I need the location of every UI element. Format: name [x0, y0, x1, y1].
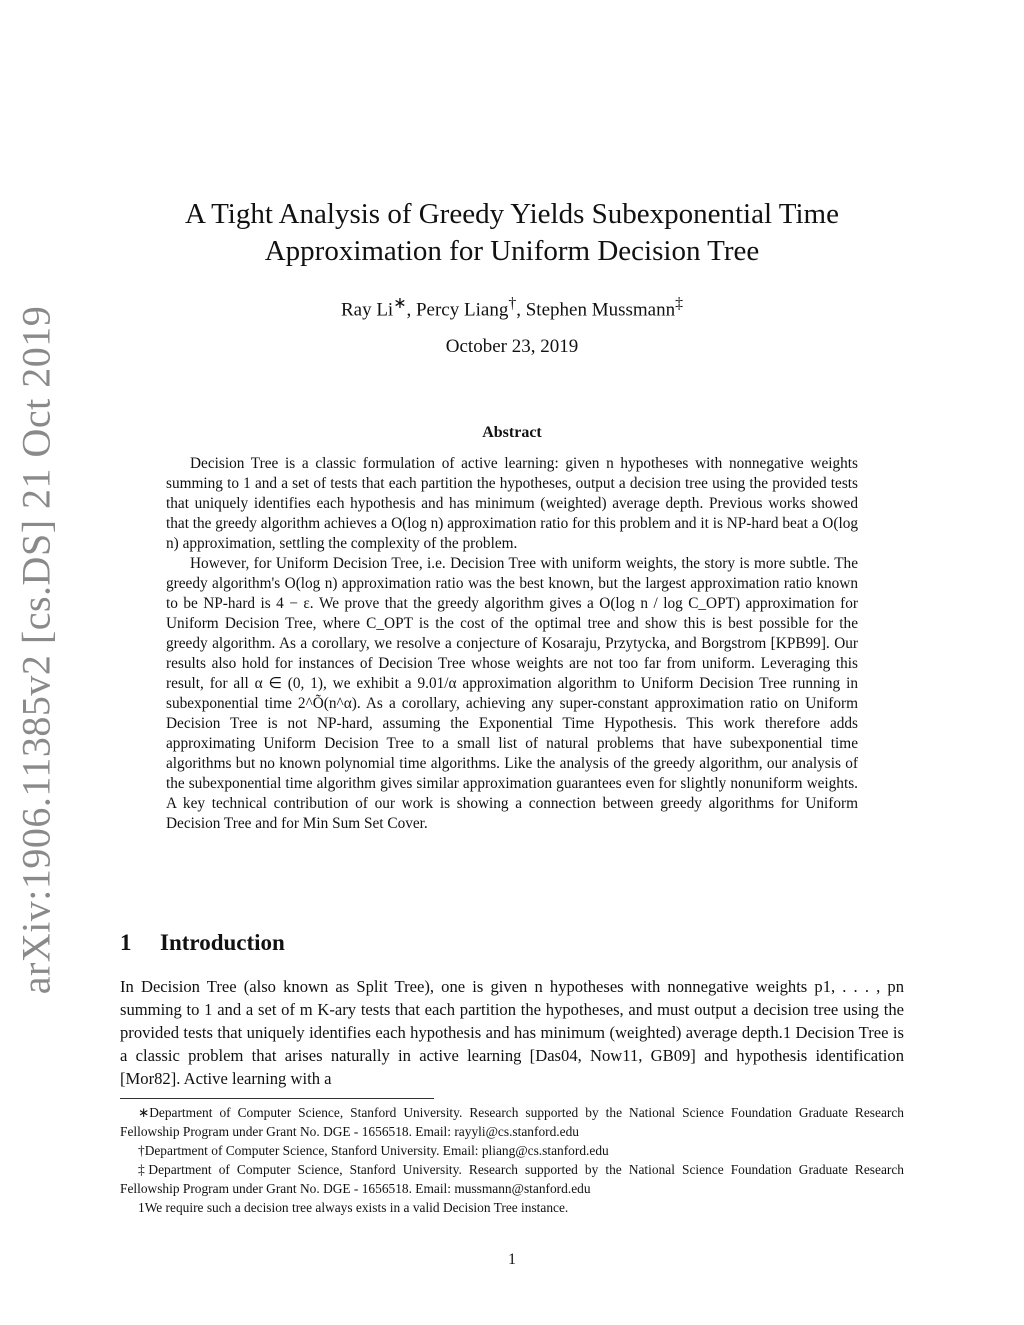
author-3: Stephen Mussmann [525, 299, 676, 321]
section-heading-introduction [120, 930, 285, 956]
publication-date: October 23, 2019 [445, 336, 579, 357]
abstract-body [166, 454, 858, 834]
author-2: Percy Liang [415, 299, 509, 321]
abstract-paragraph-1: Decision Tree is a classic formulation of active learning: given n hypotheses with nonnegative weights summing to 1 and a set of tests that each partition the hypotheses, output a decision tree using the provided tests that uniquely identifies each hypothesis and has minimum (weighted) average depth. Previous works showed that the greedy algorithm achieves a O(log n) approximation ratio for this problem and it is NP-hard beat a O(log n) approximation, settling the complexity of the problem. [166, 455, 858, 552]
paper-title [120, 196, 904, 270]
footnote-1: 1We require such a decision tree always exists in a valid Decision Tree instance. [138, 1200, 569, 1215]
author-1: Ray Li [340, 299, 394, 321]
footnotes [120, 1103, 904, 1217]
section-number: 1 [120, 930, 132, 955]
title-line-1: A Tight Analysis of Greedy Yields Subexponential Time [185, 198, 839, 230]
author-list: Ray Li∗, Percy Liang†, Stephen Mussmann‡ [340, 295, 684, 321]
page-number: 1 [508, 1251, 516, 1268]
footnote-author-1: ∗Department of Computer Science, Stanford University. Research supported by the National Science Foundation Graduate Research Fellowship Program under Grant No. DGE - 1656518. Email: rayyli@cs.stanford.edu [120, 1105, 904, 1139]
author-2-mark: † [508, 295, 517, 312]
abstract-heading: Abstract [482, 424, 542, 441]
arxiv-identifier-stamp: arXiv:1906.11385v2 [cs.DS] 21 Oct 2019 [13, 305, 59, 995]
abstract-paragraph-2: However, for Uniform Decision Tree, i.e. Decision Tree with uniform weights, the story is more subtle. The greedy algorithm's O(log n) approximation ratio was the best known, but the largest approximation ratio known to be NP-hard is 4 − ε. We prove that the greedy algorithm gives a O(log n / log C_OPT) approximation for Uniform Decision Tree, where C_OPT is the cost of the optimal tree and show this is best possible for the greedy algorithm. As a corollary, we resolve a conjecture of Kosaraju, Przytycka, and Borgstrom [KPB99]. Our results also hold for instances of Decision Tree whose weights are not too far from uniform. Leveraging this result, for all α ∈ (0, 1), we exhibit a 9.01/α approximation algorithm to Uniform Decision Tree running in subexponential time 2^Õ(n^α). As a corollary, achieving any super-constant approximation ratio on Uniform Decision Tree is not NP-hard, assuming the Exponential Time Hypothesis. This work therefore adds approximating Uniform Decision Tree to a small list of natural problems that have subexponential time algorithms but no known polynomial time algorithms. Like the analysis of the greedy algorithm, our analysis of the subexponential time algorithm gives similar approximation guarantees even for slightly nonuniform weights. A key technical contribution of our work is showing a connection between greedy algorithms for Uniform Decision Tree and for Min Sum Set Cover. [166, 555, 858, 832]
footnote-author-3: ‡Department of Computer Science, Stanford University. Research supported by the National Science Foundation Graduate Research Fellowship Program under Grant No. DGE - 1656518. Email: mussmann@stanford.edu [120, 1162, 904, 1196]
section-title: Introduction [160, 930, 285, 955]
author-3-mark: ‡ [675, 295, 684, 312]
title-line-2: Approximation for Uniform Decision Tree [264, 235, 760, 267]
introduction-paragraph: In Decision Tree (also known as Split Tree), one is given n hypotheses with nonnegative weights p1, . . . , pn summing to 1 and a set of m K-ary tests that each partition the hypotheses, and must output a decision tree using the provided tests that uniquely identifies each hypothesis and has minimum (weighted) average depth.1 Decision Tree is a classic problem that arises naturally in active learning [Das04, Now11, GB09] and hypothesis identification [Mor82]. Active learning with a [120, 977, 904, 1088]
author-1-mark: ∗ [393, 295, 407, 312]
footnote-divider [120, 1098, 434, 1099]
footnote-author-2: †Department of Computer Science, Stanford University. Email: pliang@cs.stanford.edu [138, 1143, 609, 1158]
